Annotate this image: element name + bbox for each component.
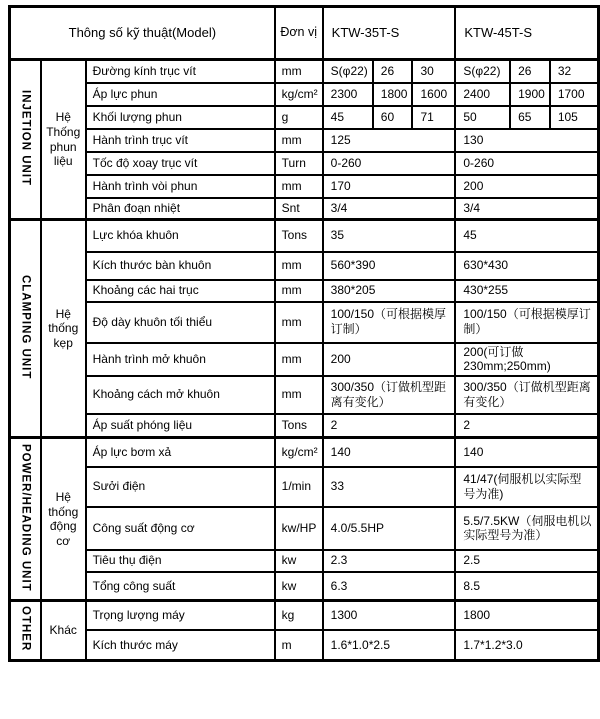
value-cell-m45: 630*430 (455, 252, 598, 280)
value-cell-m35-c: 71 (412, 106, 455, 129)
param-name: Tổng công suất (86, 572, 275, 601)
param-name: Kích thước bàn khuôn (86, 252, 275, 280)
unit-cell: kw/HP (275, 507, 323, 550)
table-header-row (10, 7, 599, 60)
value-cell-m35: 300/350（订做机型距离有变化） (323, 376, 456, 414)
param-name: Khối lượng phun (86, 106, 275, 129)
value-cell-m35: 1300 (323, 601, 456, 630)
value-cell-m35-a: 2300 (323, 83, 373, 106)
param-name: Hành trình mở khuôn (86, 343, 275, 376)
unit-cell: mm (275, 280, 323, 302)
value-cell-m35-b: 60 (373, 106, 413, 129)
value-cell-m45-b: 26 (510, 60, 550, 83)
table-row (10, 438, 599, 467)
unit-cell: Turn (275, 152, 323, 175)
unit-cell: Tons (275, 414, 323, 438)
value-cell-m45: 430*255 (455, 280, 598, 302)
value-cell-m35: 140 (323, 438, 456, 467)
value-cell-m35: 2.3 (323, 550, 456, 572)
table-row (10, 467, 599, 507)
value-cell-m35-c: 30 (412, 60, 455, 83)
group-label-injection: Hệ Thống phun liệu (41, 60, 86, 220)
value-cell-m35: 200 (323, 343, 456, 376)
unit-cell: Snt (275, 198, 323, 220)
section-label-other (10, 601, 41, 661)
value-cell-m35: 125 (323, 129, 456, 152)
param-name: Sưởi điện (86, 467, 275, 507)
param-name: Tốc độ xoay trục vít (86, 152, 275, 175)
value-cell-m45-c: 105 (550, 106, 599, 129)
section-label-clamping (10, 220, 41, 438)
value-cell-m35: 2 (323, 414, 456, 438)
section-label-power (10, 438, 41, 601)
value-cell-m35: 35 (323, 220, 456, 252)
unit-cell: mm (275, 60, 323, 83)
value-cell-m35: 33 (323, 467, 456, 507)
value-cell-m35: 380*205 (323, 280, 456, 302)
value-cell-m45-a: S(φ22) (455, 60, 510, 83)
table-row (10, 507, 599, 550)
value-cell-m45: 130 (455, 129, 598, 152)
table-row (10, 60, 599, 83)
value-cell-m45: 100/150（可根据模厚订制） (455, 302, 598, 343)
value-cell-m45: 1.7*1.2*3.0 (455, 630, 598, 661)
unit-cell: m (275, 630, 323, 661)
unit-cell: mm (275, 343, 323, 376)
table-row (10, 376, 599, 414)
table-row (10, 106, 599, 129)
model-header-ktw45: KTW-45T-S (455, 7, 598, 60)
table-row (10, 280, 599, 302)
spec-table (8, 5, 600, 662)
unit-cell: kw (275, 572, 323, 601)
unit-cell: 1/min (275, 467, 323, 507)
table-row (10, 550, 599, 572)
table-row (10, 343, 599, 376)
param-name: Hành trình vòi phun (86, 175, 275, 198)
table-row (10, 572, 599, 601)
group-label-power: Hệ thống động cơ (41, 438, 86, 601)
value-cell-m45: 0-260 (455, 152, 598, 175)
value-cell-m45: 300/350（订做机型距离有变化） (455, 376, 598, 414)
value-cell-m45: 5.5/7.5KW（伺服电机以实际型号为准） (455, 507, 598, 550)
table-row (10, 198, 599, 220)
value-cell-m45: 2 (455, 414, 598, 438)
param-name: Lực khóa khuôn (86, 220, 275, 252)
unit-cell: kg (275, 601, 323, 630)
param-name: Đường kính trục vít (86, 60, 275, 83)
table-row (10, 414, 599, 438)
table-row (10, 601, 599, 630)
value-cell-m45: 200(可订做230mm;250mm) (455, 343, 598, 376)
value-cell-m35-b: 26 (373, 60, 413, 83)
model-header-ktw35: KTW-35T-S (323, 7, 456, 60)
value-cell-m45: 45 (455, 220, 598, 252)
unit-column-header: Đơn vị (275, 7, 323, 60)
param-name: Trọng lượng máy (86, 601, 275, 630)
table-row (10, 152, 599, 175)
unit-cell: mm (275, 252, 323, 280)
param-name: Áp lực phun (86, 83, 275, 106)
param-name: Khoảng các hai trục (86, 280, 275, 302)
value-cell-m35: 6.3 (323, 572, 456, 601)
param-name: Công suất động cơ (86, 507, 275, 550)
table-row (10, 302, 599, 343)
param-name: Tiêu thụ điện (86, 550, 275, 572)
value-cell-m35-b: 1800 (373, 83, 413, 106)
value-cell-m45: 8.5 (455, 572, 598, 601)
unit-cell: mm (275, 302, 323, 343)
unit-cell: mm (275, 129, 323, 152)
value-cell-m35-a: S(φ22) (323, 60, 373, 83)
value-cell-m45: 200 (455, 175, 598, 198)
value-cell-m45: 1800 (455, 601, 598, 630)
value-cell-m35-a: 45 (323, 106, 373, 129)
value-cell-m45-b: 1900 (510, 83, 550, 106)
value-cell-m45-c: 1700 (550, 83, 599, 106)
value-cell-m35: 4.0/5.5HP (323, 507, 456, 550)
param-name: Độ dày khuôn tối thiểu (86, 302, 275, 343)
spec-title: Thông số kỹ thuật(Model) (10, 7, 275, 60)
table-row (10, 630, 599, 661)
value-cell-m45: 140 (455, 438, 598, 467)
section-label-other-text: OTHER (19, 606, 32, 652)
section-label-injection (10, 60, 41, 220)
param-name: Kích thước máy (86, 630, 275, 661)
param-name: Áp suất phóng liệu (86, 414, 275, 438)
value-cell-m45: 41/47(伺服机以实际型号为准) (455, 467, 598, 507)
param-name: Áp lực bơm xả (86, 438, 275, 467)
value-cell-m45: 3/4 (455, 198, 598, 220)
group-label-other: Khác (41, 601, 86, 661)
unit-cell: kg/cm² (275, 83, 323, 106)
section-label-power-text: POWER/HEADING UNIT (19, 443, 32, 592)
unit-cell: mm (275, 175, 323, 198)
param-name: Hành trình trục vít (86, 129, 275, 152)
value-cell-m35-c: 1600 (412, 83, 455, 106)
value-cell-m45-c: 32 (550, 60, 599, 83)
unit-cell: mm (275, 376, 323, 414)
param-name: Khoảng cách mở khuôn (86, 376, 275, 414)
value-cell-m45-b: 65 (510, 106, 550, 129)
unit-cell: g (275, 106, 323, 129)
table-row (10, 252, 599, 280)
value-cell-m35: 0-260 (323, 152, 456, 175)
table-row (10, 129, 599, 152)
section-label-injection-text: INJETION UNIT (19, 89, 32, 186)
value-cell-m45-a: 2400 (455, 83, 510, 106)
value-cell-m35: 100/150（可根据模厚订制） (323, 302, 456, 343)
value-cell-m45: 2.5 (455, 550, 598, 572)
value-cell-m45-a: 50 (455, 106, 510, 129)
unit-cell: kw (275, 550, 323, 572)
table-row (10, 220, 599, 252)
table-row (10, 83, 599, 106)
table-row (10, 175, 599, 198)
unit-cell: kg/cm² (275, 438, 323, 467)
unit-cell: Tons (275, 220, 323, 252)
group-label-clamping: Hệ thống kẹp (41, 220, 86, 438)
value-cell-m35: 560*390 (323, 252, 456, 280)
value-cell-m35: 1.6*1.0*2.5 (323, 630, 456, 661)
section-label-clamping-text: CLAMPING UNIT (19, 274, 32, 379)
param-name: Phân đoạn nhiệt (86, 198, 275, 220)
value-cell-m35: 3/4 (323, 198, 456, 220)
value-cell-m35: 170 (323, 175, 456, 198)
